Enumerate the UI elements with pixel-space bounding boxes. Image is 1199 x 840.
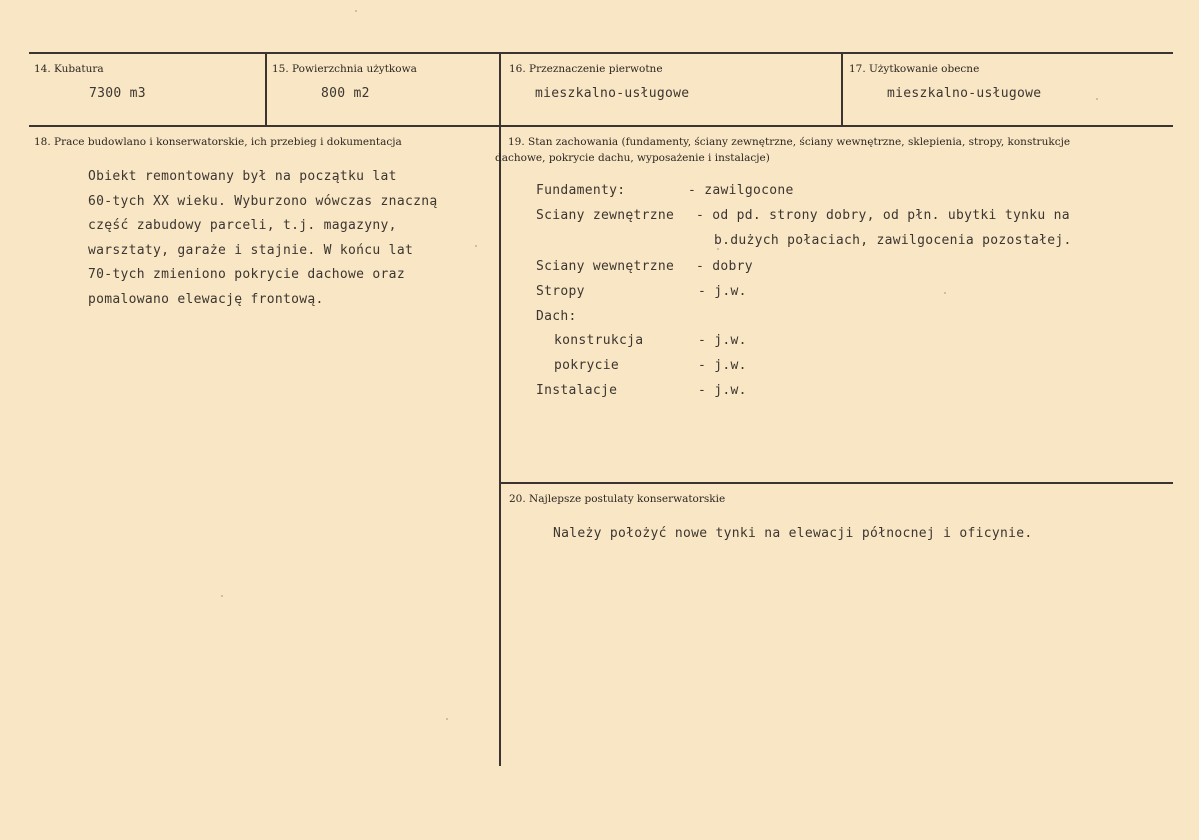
divider-16-17 [841,53,843,126]
field-16-label: 16. Przeznaczenie pierwotne [509,63,663,75]
field-17-value: mieszkalno-usługowe [887,86,1042,101]
condition-name: Stropy [536,284,585,299]
field-18-line: 60-tych XX wieku. Wyburzono wówczas znaczną [88,193,438,209]
field-14-label: 14. Kubatura [34,63,104,75]
field-18-line: warsztaty, garaże i stajnie. W końcu lat [88,242,414,258]
paper-speck [446,718,448,720]
field-20-value: Należy położyć nowe tynki na elewacji północnej i oficynie. [553,526,1033,541]
condition-value: - dobry [696,259,753,274]
condition-name: Dach: [536,309,577,324]
field-14-value: 7300 m3 [89,86,146,101]
paper-speck [475,245,477,247]
condition-name: Sciany zewnętrzne [536,208,675,223]
section-20-rule [501,482,1173,484]
condition-value: - zawilgocone [688,183,794,198]
paper-speck [1096,98,1098,100]
field-20-label: 20. Najlepsze postulaty konserwatorskie [509,493,726,505]
condition-value: - j.w. [698,284,747,299]
field-18-label: 18. Prace budowlano i konserwatorskie, ich przebieg i dokumentacja [34,136,402,148]
condition-name: Sciany wewnętrzne [536,259,675,274]
field-19-label-line1: 19. Stan zachowania (fundamenty, ściany zewnętrzne, ściany wewnętrzne, sklepienia, stropy, konstrukcje [508,136,1071,148]
condition-value: - od pd. strony dobry, od płn. ubytki tynku na [696,208,1070,223]
condition-value: - j.w. [698,383,747,398]
field-17-label: 17. Użytkowanie obecne [849,63,980,75]
field-16-value: mieszkalno-usługowe [535,86,690,101]
field-18-text [88,165,437,312]
field-15-label: 15. Powierzchnia użytkowa [272,63,417,75]
paper-speck [221,595,223,597]
paper-speck [717,248,719,250]
field-18-line: pomalowano elewację frontową. [88,291,324,307]
field-18-line: część zabudowy parceli, t.j. magazyny, [88,218,397,233]
divider-14-15 [265,53,267,126]
condition-subname: konstrukcja [554,333,644,348]
top-rule [29,52,1173,54]
condition-value: - j.w. [698,333,747,348]
field-18-line: Obiekt remontowany był na początku lat [88,169,397,184]
condition-value-continued: b.dużych połaciach, zawilgocenia pozostałej. [714,233,1072,248]
paper-speck [355,10,357,12]
field-19-label-line2: dachowe, pokrycie dachu, wyposażenie i instalacje) [495,152,770,164]
condition-value: - j.w. [698,358,747,373]
condition-name: Instalacje [536,383,618,398]
condition-subname: pokrycie [554,358,620,373]
field-15-value: 800 m2 [321,86,370,101]
field-18-line: 70-tych zmieniono pokrycie dachowe oraz [88,267,405,282]
paper-speck [944,292,946,294]
condition-name: Fundamenty: [536,183,626,198]
header-bottom-rule [29,125,1173,127]
